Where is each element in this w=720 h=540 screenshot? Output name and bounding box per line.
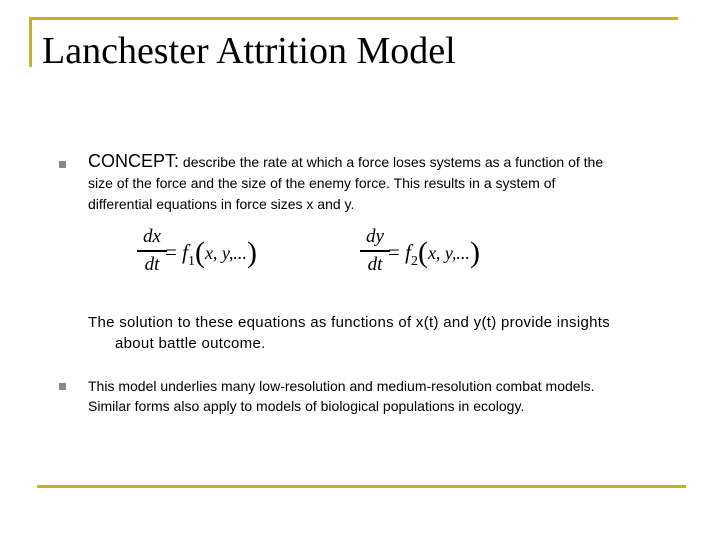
concept-line-3: differential equations in force sizes x and y.	[88, 196, 355, 212]
numerator: dx	[143, 226, 161, 247]
model-line-2: Similar forms also apply to models of biological populations in ecology.	[88, 398, 525, 414]
function-subscript: 1	[187, 254, 195, 269]
equation-rhs	[388, 236, 480, 270]
bottom-rule	[37, 485, 686, 488]
denominator: dt	[367, 253, 383, 275]
fraction-dx-dt	[137, 226, 167, 276]
close-paren: )	[246, 236, 257, 269]
equals-sign: =	[388, 240, 400, 264]
solution-line-1: The solution to these equations as functions of x(t) and y(t) provide insights	[88, 314, 611, 331]
solution-line-2: about battle outcome.	[115, 335, 266, 352]
model-line-1: This model underlies many low-resolution and medium-resolution combat models.	[88, 378, 595, 394]
fraction-bar	[360, 250, 390, 252]
open-paren: (	[194, 236, 205, 269]
model-paragraph	[88, 376, 688, 416]
function-args: x, y,...	[427, 243, 470, 263]
frame-left-rule	[29, 17, 32, 67]
frame-top-rule	[29, 17, 678, 20]
denominator: dt	[144, 253, 160, 275]
bullet-square-icon	[59, 161, 66, 168]
function-name: f	[182, 240, 188, 264]
concept-line-2: size of the force and the size of the enemy force. This results in a system of	[88, 175, 556, 191]
function-name: f	[405, 240, 411, 264]
function-subscript: 2	[410, 254, 418, 269]
close-paren: )	[469, 236, 480, 269]
open-paren: (	[417, 236, 428, 269]
equals-sign: =	[165, 240, 177, 264]
slide-title: Lanchester Attrition Model	[42, 30, 456, 72]
solution-paragraph	[88, 312, 678, 354]
concept-line-1: describe the rate at which a force loses systems as a function of the	[179, 154, 604, 170]
concept-lead: CONCEPT:	[88, 151, 180, 171]
bullet-square-icon	[59, 383, 66, 390]
function-args: x, y,...	[204, 243, 247, 263]
numerator: dy	[366, 226, 384, 247]
equation-rhs	[165, 236, 257, 270]
fraction-dy-dt	[360, 226, 390, 276]
fraction-bar	[137, 250, 167, 252]
concept-paragraph	[88, 151, 688, 215]
